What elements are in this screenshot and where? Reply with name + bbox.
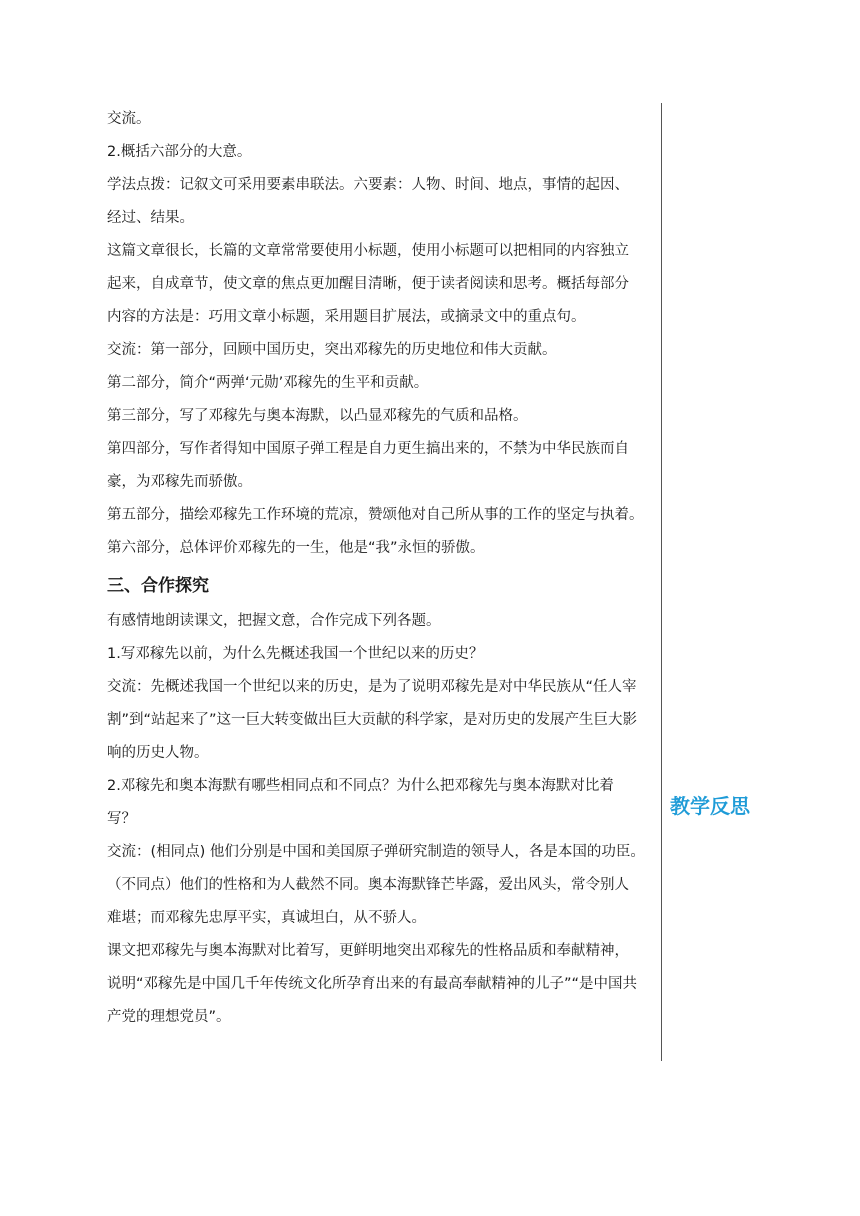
text-line: 第五部分，描绘邓稼先工作环境的荒凉，赞颂他对自己所从事的工作的坚定与执着。 [107,507,644,523]
text-line: 第六部分，总体评价邓稼先的一生，他是“我”永恒的骄傲。 [107,540,485,556]
text-line: 第三部分，写了邓稼先与奥本海默，以凸显邓稼先的气质和品格。 [107,408,528,424]
text-line: 第二部分，简介“两弹‘元勋’邓稼先的生平和贡献。 [107,375,429,391]
text-line: 这篇文章很长，长篇的文章常常要使用小标题，使用小标题可以把相同的内容独立 [107,243,629,259]
text-line: 交流：(相同点) 他们分别是中国和美国原子弹研究制造的领导人，各是本国的功臣。 [107,844,645,860]
text-line: 响的历史人物。 [107,745,209,761]
text-line: 交流。 [107,111,151,127]
text-line: 写？ [107,811,136,827]
text-line: 产党的理想党员”。 [107,1009,231,1025]
text-line: 第四部分，写作者得知中国原子弹工程是自力更生搞出来的，不禁为中华民族而自 [107,441,629,457]
text-line: 有感情地朗读课文，把握文意，合作完成下列各题。 [107,613,441,629]
text-line: 豪，为邓稼先而骄傲。 [107,474,252,490]
text-line: 学法点拨：记叙文可采用要素串联法。六要素：人物、时间、地点，事情的起因、 [107,177,629,193]
text-line: 1.写邓稼先以前，为什么先概述我国一个世纪以来的历史？ [107,646,484,662]
text-line: 难堪；而邓稼先忠厚平实，真诚坦白，从不骄人。 [107,910,426,926]
teaching-reflection-label: 教学反思 [670,794,750,818]
text-line: （不同点）他们的性格和为人截然不同。奥本海默锋芒毕露，爱出风头，常令别人 [107,877,629,893]
section-heading: 三、合作探究 [107,576,209,596]
lesson-content [107,103,660,1034]
text-line: 交流：先概述我国一个世纪以来的历史，是为了说明邓稼先是对中华民族从“任人宰 [107,679,637,695]
text-line: 交流：第一部分，回顾中国历史，突出邓稼先的历史地位和伟大贡献。 [107,342,557,358]
text-line: 割”到“站起来了”这一巨大转变做出巨大贡献的科学家，是对历史的发展产生巨大影 [107,712,638,728]
text-line: 起来，自成章节，使文章的焦点更加醒目清晰，便于读者阅读和思考。概括每部分 [107,276,629,292]
text-line: 经过、结果。 [107,210,194,226]
column-divider [661,103,662,1061]
text-line: 课文把邓稼先与奥本海默对比着写，更鲜明地突出邓稼先的性格品质和奉献精神， [107,943,629,959]
text-line: 2.邓稼先和奥本海默有哪些相同点和不同点？为什么把邓稼先与奥本海默对比着 [107,778,614,794]
text-line: 说明“邓稼先是中国几千年传统文化所孕育出来的有最高奉献精神的儿子”“是中国共 [107,976,638,992]
text-line: 2.概括六部分的大意。 [107,144,252,160]
text-line: 内容的方法是：巧用文章小标题，采用题目扩展法，或摘录文中的重点句。 [107,309,586,325]
